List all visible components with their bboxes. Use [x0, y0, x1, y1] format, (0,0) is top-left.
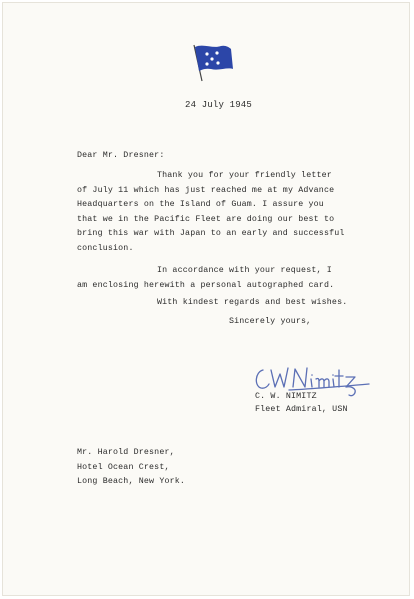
recipient-address	[77, 446, 185, 490]
five-star-admiral-flag-icon	[191, 43, 235, 83]
closing: Sincerely yours,	[229, 317, 312, 326]
paragraph-3: With kindest regards and best wishes.	[157, 298, 348, 307]
signer-title: Fleet Admiral, USN	[255, 405, 348, 414]
paragraph-1-line: bring this war with Japan to an early and successful	[77, 229, 345, 239]
paragraph-1-line: of July 11 which has just reached me at my Advance	[77, 185, 335, 195]
address-line: Mr. Harold Dresner,	[77, 448, 175, 457]
signer-name: C. W. NIMITZ	[255, 392, 317, 401]
paragraph-2	[77, 264, 334, 293]
paragraph-1-line: Headquarters on the Island of Guam. I assure you	[77, 200, 324, 210]
paragraph-2-line: In accordance with your request, I	[157, 266, 332, 275]
paragraph-1-line: Thank you for your friendly letter	[157, 171, 332, 180]
paragraph-2-line: am enclosing herewith a personal autographed card.	[77, 280, 335, 290]
paragraph-1	[77, 169, 345, 257]
paragraph-1-line: conclusion.	[77, 243, 134, 253]
letter-page	[2, 2, 410, 596]
letter-date: 24 July 1945	[185, 100, 252, 110]
address-line: Long Beach, New York.	[77, 477, 186, 487]
address-line: Hotel Ocean Crest,	[77, 462, 170, 472]
paragraph-1-line: that we in the Pacific Fleet are doing our best to	[77, 214, 335, 224]
salutation: Dear Mr. Dresner:	[77, 151, 165, 160]
